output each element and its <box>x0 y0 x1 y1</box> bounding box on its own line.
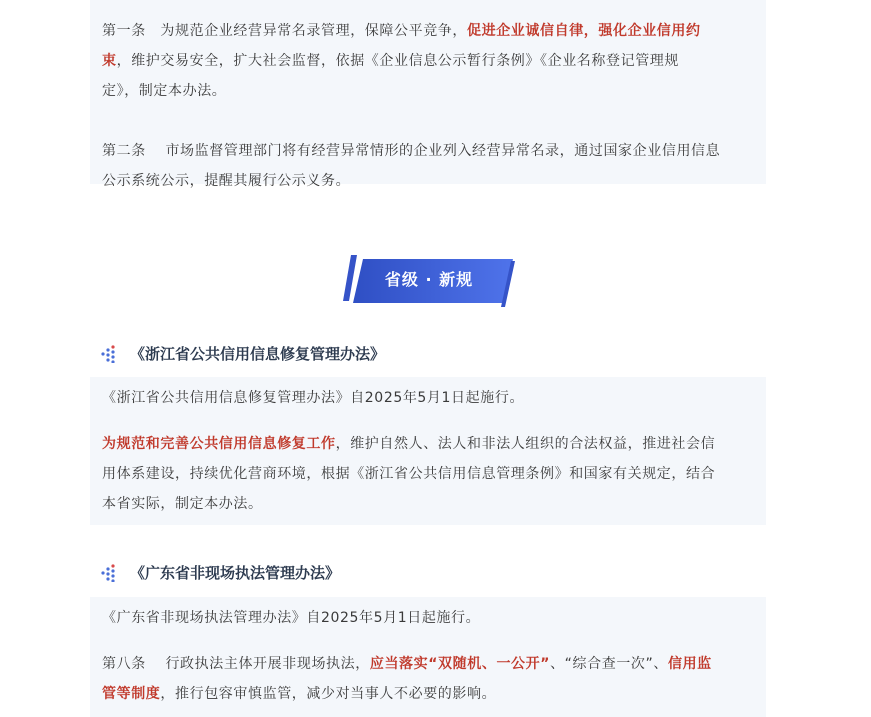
law-title-guangdong: 《广东省非现场执法管理办法》 <box>130 564 341 582</box>
article-2-line-1: 第二条 市场监督管理部门将有经营异常情形的企业列入经营异常名录，通过国家企业信用信息 <box>102 143 721 159</box>
zhejiang-line-2: 用体系建设，持续优化营商环境，根据《浙江省公共信用信息管理条例》和国家有关规定，结合 <box>102 466 716 482</box>
article-1-line-3: 定》，制定本办法。 <box>102 83 227 99</box>
article-panel-top <box>90 0 766 189</box>
guangdong-effective: 《广东省非现场执法管理办法》自2025年5月1日起施行。 <box>102 610 481 626</box>
section-banner <box>343 253 515 309</box>
section-title: 省级 · 新规 <box>384 270 474 289</box>
article-1-line-2: ，维护交易安全，扩大社会监督，依据《企业信息公示暂行条例》《企业名称登记管理规 <box>116 53 680 69</box>
zhejiang-body <box>102 429 754 519</box>
guangdong-highlight-2a: 信用监 <box>667 656 712 672</box>
article-1 <box>102 16 754 106</box>
law-title-zhejiang: 《浙江省公共信用信息修复管理办法》 <box>130 345 386 363</box>
zhejiang-highlight: 为规范和完善公共信用信息修复工作 <box>102 436 336 452</box>
law-heading-zhejiang <box>100 343 385 364</box>
guangdong-tail: ，推行包容审慎监管，减少对当事人不必要的影响。 <box>160 686 497 702</box>
zhejiang-effective: 《浙江省公共信用信息修复管理办法》自2025年5月1日起施行。 <box>102 390 525 406</box>
law-heading-guangdong <box>100 562 340 583</box>
zhejiang-line-3: 本省实际，制定本办法。 <box>102 496 263 512</box>
guangdong-mid: 、“综合查一次”、 <box>550 656 668 672</box>
article-panel-zhejiang <box>90 377 766 525</box>
dots-icon <box>100 564 118 582</box>
article-2-line-2: 公示系统公示，提醒其履行公示义务。 <box>102 173 351 189</box>
article-1-highlight-end: 束 <box>102 53 117 69</box>
guangdong-highlight-1: 应当落实“双随机、一公开” <box>369 656 551 672</box>
article-2 <box>102 136 754 196</box>
guangdong-lead: 第八条 行政执法主体开展非现场执法， <box>102 656 370 672</box>
guangdong-body <box>102 649 754 709</box>
zhejiang-line-1: ，维护自然人、法人和非法人组织的合法权益，推进社会信 <box>335 436 716 452</box>
guangdong-highlight-2b: 管等制度 <box>102 686 161 702</box>
dots-icon <box>100 345 118 363</box>
article-panel-guangdong <box>90 597 766 717</box>
article-1-highlight: 促进企业诚信自律，强化企业信用约 <box>467 23 701 39</box>
article-1-line-1a: 第一条 为规范企业经营异常名录管理，保障公平竞争， <box>102 23 467 39</box>
